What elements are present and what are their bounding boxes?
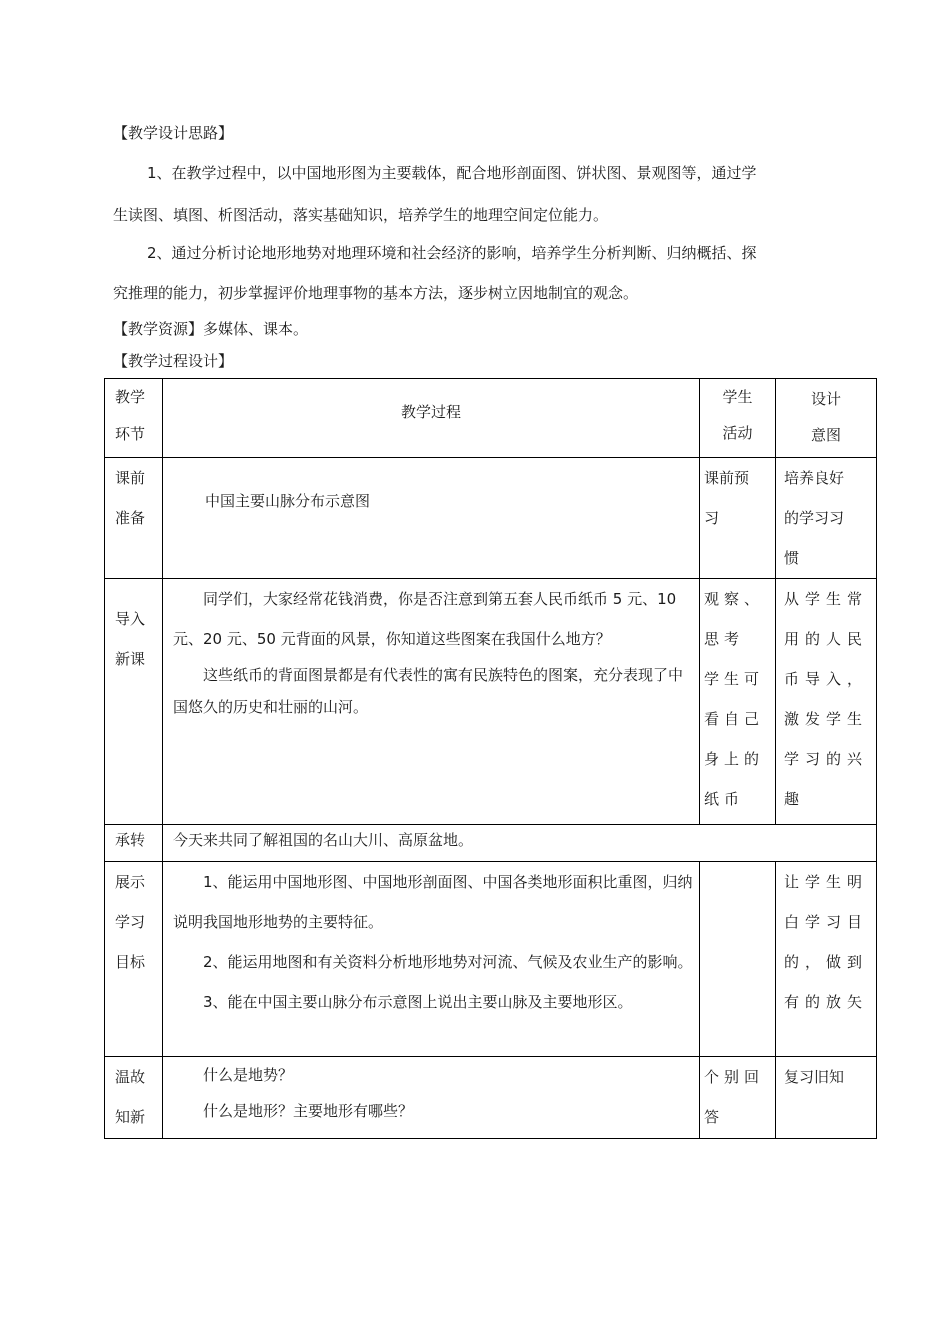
activity-line: 习: [704, 509, 720, 527]
intent-line: 用的人民: [784, 630, 869, 648]
intent-cell: [776, 458, 877, 579]
design-point-2-line-2: 究推理的能力，初步掌握评价地理事物的基本方法，逐步树立因地制宜的观念。: [113, 284, 639, 302]
activity-line: 思考: [704, 630, 745, 648]
process-cell: [163, 579, 700, 825]
header-stage-line: 教学: [115, 388, 146, 406]
objective-paragraph: 2、能运用地图和有关资料分析地形地势对河流、气候及农业生产的影响。: [203, 953, 693, 971]
intent-line: 复习旧知: [784, 1068, 845, 1086]
header-intent-line: 意图: [810, 426, 841, 444]
intent-line: 激发学生: [784, 710, 869, 728]
objective-paragraph: 1、能运用中国地形图、中国地形剖面图、中国各类地形面积比重图，归纳说明我国地形地势的主要特征。: [173, 873, 693, 931]
header-stage-line: 环节: [115, 425, 146, 443]
header-activity-line: 活动: [722, 424, 753, 442]
intent-line: 有的放矢: [784, 993, 869, 1011]
transition-cell: [163, 825, 877, 862]
activity-line: 学生可: [704, 670, 765, 688]
intent-cell: [776, 579, 877, 825]
design-point-1-line-1: 1、在教学过程中，以中国地形图为主要载体，配合地形剖面图、饼状图、景观图等，通过学: [147, 164, 757, 182]
process-heading: 【教学过程设计】: [113, 352, 234, 370]
stage-line: 展示: [115, 873, 146, 891]
design-point-2-line-1: 2、通过分析讨论地形地势对地理环境和社会经济的影响，培养学生分析判断、归纳概括、探: [147, 244, 757, 262]
process-cell: [163, 458, 700, 579]
intent-line: 惯: [784, 549, 800, 567]
stage-line: 新课: [115, 650, 146, 668]
activity-cell: [700, 862, 776, 1057]
stage-cell: [105, 862, 163, 1057]
table-row: [105, 458, 877, 579]
stage-cell: [105, 825, 163, 862]
intent-line: 白学习目: [784, 913, 869, 931]
intent-line: 的，做到: [784, 953, 869, 971]
intent-line: 币导入，: [784, 670, 869, 688]
stage-line: 准备: [115, 509, 146, 527]
intent-cell: [776, 862, 877, 1057]
stage-line: 导入: [115, 610, 146, 628]
process-cell: [163, 1057, 700, 1139]
table-row: [105, 579, 877, 825]
table-row: [105, 825, 877, 862]
header-intent-cell: [776, 379, 877, 458]
header-activity-line: 学生: [722, 388, 753, 406]
stage-line: 温故: [115, 1068, 146, 1086]
stage-cell: [105, 458, 163, 579]
review-question: 什么是地势？: [203, 1066, 294, 1084]
header-intent-line: 设计: [810, 390, 841, 408]
activity-cell: [700, 458, 776, 579]
activity-cell: [700, 579, 776, 825]
activity-line: 身上的: [704, 750, 765, 768]
activity-line: 课前预: [704, 469, 750, 487]
activity-cell: [700, 1057, 776, 1139]
activity-line: 看自己: [704, 710, 765, 728]
table-row: [105, 1057, 877, 1139]
intent-line: 学习的兴: [784, 750, 869, 768]
intent-line: 让学生明: [784, 873, 869, 891]
objective-paragraph: 3、能在中国主要山脉分布示意图上说出主要山脉及主要地形区。: [203, 993, 633, 1011]
stage-line: 课前: [115, 469, 146, 487]
intro-paragraph: 同学们，大家经常花钱消费，你是否注意到第五套人民币纸币 5 元、10 元、20 元、50 元背面的风景，你知道这些图案在我国什么地方？: [173, 590, 677, 648]
lesson-process-table: [104, 378, 877, 1139]
intro-paragraph: 这些纸币的背面图景都是有代表性的寓有民族特色的图案，充分表现了中国悠久的历史和壮丽的山河。: [173, 666, 684, 716]
stage-line: 知新: [115, 1108, 146, 1126]
header-stage-cell: [105, 379, 163, 458]
table-header-row: [105, 379, 877, 458]
design-heading: 【教学设计思路】: [113, 124, 234, 142]
intent-line: 趣: [784, 790, 806, 808]
mountain-map-caption: 中国主要山脉分布示意图: [205, 492, 371, 510]
resources-line: 【教学资源】多媒体、课本。: [113, 320, 309, 338]
process-cell: [163, 862, 700, 1057]
header-process-cell: [163, 379, 700, 458]
stage-line: 承转: [115, 831, 146, 849]
intent-cell: [776, 1057, 877, 1139]
intent-line: 培养良好: [784, 469, 845, 487]
header-process-label: 教学过程: [400, 403, 461, 421]
intent-line: 的学习习: [784, 509, 845, 527]
design-point-1-line-2: 生读图、填图、析图活动，落实基础知识，培养学生的地理空间定位能力。: [113, 206, 609, 224]
review-question: 什么是地形？主要地形有哪些？: [203, 1102, 414, 1120]
stage-cell: [105, 579, 163, 825]
activity-line: 个别回: [704, 1068, 765, 1086]
stage-line: 学习: [115, 913, 146, 931]
stage-line: 目标: [115, 953, 146, 971]
activity-line: 纸币: [704, 790, 745, 808]
header-activity-cell: [700, 379, 776, 458]
table-row: [105, 862, 877, 1057]
activity-line: 观察、: [704, 590, 765, 608]
activity-line: 答: [704, 1108, 725, 1126]
stage-cell: [105, 1057, 163, 1139]
transition-text: 今天来共同了解祖国的名山大川、高原盆地。: [173, 831, 474, 849]
intent-line: 从学生常: [784, 590, 869, 608]
